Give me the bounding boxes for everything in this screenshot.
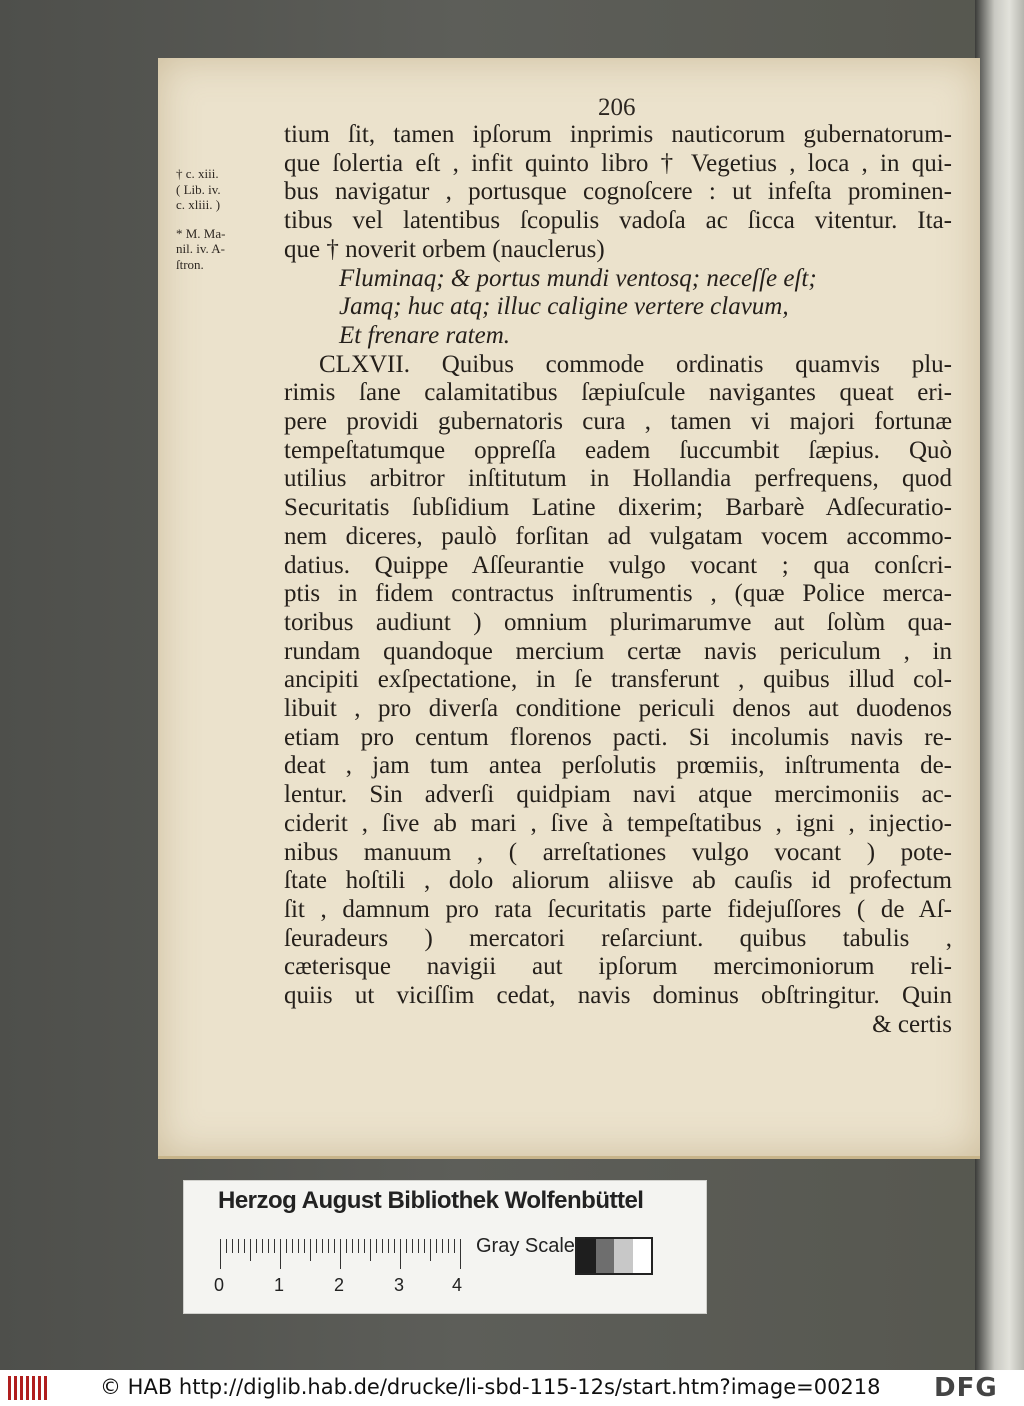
ruler-tick [232,1239,233,1253]
ruler-tick [442,1239,443,1253]
catchword: & certis [872,1010,952,1038]
ruler-tick [448,1239,449,1253]
verse-line: Jamq; huc atq; illuc caligine vertere clavum, [339,293,789,321]
ruler-tick [400,1239,401,1269]
ruler-tick [256,1239,257,1253]
text-line: tium ſit, tamen ipſorum inprimis nauticorum gubernatorum- [284,121,952,148]
ruler-tick [418,1239,419,1253]
ruler-tick [412,1239,413,1253]
ruler-number: 3 [394,1275,405,1295]
ruler-tick [370,1239,371,1261]
ruler-tick [388,1239,389,1253]
text-line: CLXVII. Quibus commode ordinatis quamvis plu- [319,350,952,378]
ruler-tick [436,1239,437,1253]
text-line: deat , jam tum antea perſolutis prœmiis, inſtrumenta de- [284,752,952,780]
ruler-tick [298,1239,299,1253]
gray-scale-swatches [575,1237,653,1275]
text-line: quiis ut viciſſim cedat, navis dominus obſtringitur. Quin [284,982,952,1010]
text-line: ptis in fidem contractus inſtrumentis , (quæ Police merca- [284,580,952,608]
hab-logo-icon [8,1376,48,1400]
ruler-tick [406,1239,407,1253]
ruler-tick [328,1239,329,1253]
verse-line: Et frenare ratem. [339,321,511,349]
ruler-tick [280,1239,281,1269]
ruler-tick [322,1239,323,1253]
ruler-tick [316,1239,317,1253]
ruler-tick [262,1239,263,1253]
text-line: rundam quandoque mercium certæ navis periculum , in [284,637,952,665]
text-line: rimis ſane calamitatibus ſæpiuſcule navigantes queat eri- [284,379,952,407]
text-line: ſit , damnum pro rata ſecuritatis parte fidejuſſores ( de Aſ- [284,895,952,923]
text-line: nibus manuum , ( arreſtationes vulgo vocant ) pote- [284,838,952,866]
ruler-tick [430,1239,431,1261]
ruler-tick [382,1239,383,1253]
ruler-tick [274,1239,275,1253]
text-line: ſeuradeurs ) mercatori reſarciunt. quibus tabulis , [284,924,952,952]
ruler-number: 2 [334,1275,345,1295]
book-page [158,58,980,1159]
color-scale-card [183,1180,707,1314]
library-title: Herzog August Bibliothek Wolfenbüttel [218,1187,644,1214]
text-line: que † noverit orbem (nauclerus) [284,235,605,263]
text-line: datius. Quippe Aſſeurantie vulgo vocant ; qua conſcri- [284,551,952,579]
ruler-tick [310,1239,311,1261]
verse-line: Fluminaq; & portus mundi ventosq; neceſſe eſt; [339,264,817,292]
text-line: que ſolertia eſt , infit quinto libro † Vegetius , loca , in qui- [284,149,952,177]
text-line: toribus audiunt ) omnium plurimarumve aut ſolùm qua- [284,608,952,636]
ruler-tick [286,1239,287,1253]
text-line: ancipiti exſpectatione, in ſe transferunt , quibus illud col- [284,666,952,694]
ruler-tick [424,1239,425,1253]
ruler-tick [358,1239,359,1253]
footer-url[interactable]: © HAB http://diglib.hab.de/drucke/li-sbd-115-12s/start.htm?image=00218 [100,1375,881,1399]
ruler-number: 4 [452,1275,463,1295]
margin-note: ( Lib. iv. [176,181,221,197]
ruler-tick [454,1239,455,1253]
text-line: cæterisque navigii aut ipſorum mercimoniorum reli- [284,953,952,981]
ruler-tick [304,1239,305,1253]
gray-swatch [596,1239,615,1273]
text-line: libuit , pro diverſa conditione periculi denos aut duodenos [284,695,952,723]
ruler-tick [460,1239,461,1269]
ruler-tick [226,1239,227,1253]
text-line: tempeſtatumque oppreſſa eadem ſuccumbit ſæpius. Quò [284,436,952,464]
gray-swatch [577,1239,596,1273]
text-line: ciderit , ſive ab mari , ſive à tempeſtatibus , igni , injectio- [284,809,952,837]
ruler-tick [238,1239,239,1253]
margin-note: c. xliii. ) [176,197,221,212]
margin-note: ſtron. [176,256,204,272]
ruler-tick [352,1239,353,1253]
margin-note: nil. iv. A- [176,241,225,256]
text-line: pere providi gubernatoris cura , tamen vi majori fortunæ [284,408,952,436]
ruler-tick [268,1239,269,1253]
gray-swatch [614,1239,633,1273]
ruler-tick [394,1239,395,1253]
text-line: tibus vel latentibus ſcopulis vadoſa ac ſicca vitentur. Ita- [284,207,952,235]
footer-bar [0,1370,1024,1406]
margin-note: * M. Ma- [176,225,226,241]
dfg-logo: DFG [934,1373,998,1403]
ruler-tick [340,1239,341,1269]
page-number: 206 [598,94,636,121]
page-text [284,121,952,1040]
ruler-tick [364,1239,365,1253]
gray-scale-label: Gray Scale [476,1235,575,1257]
text-line: bus navigatur , portusque cognoſcere : ut infeſta prominen- [284,178,952,206]
ruler [220,1239,460,1269]
ruler-tick [292,1239,293,1253]
text-line: ſtate hoſtili , dolo aliorum aliisve ab cauſis id profectum [284,867,952,895]
text-line: utilius arbitror inſtitutum in Hollandia perfrequens, quod [284,465,952,493]
ruler-tick [244,1239,245,1253]
margin-note: † c. xiii. [176,166,219,181]
text-line: lentur. Sin adverſi quidpiam navi atque mercimoniis ac- [284,781,952,809]
text-line: etiam pro centum florenos pacti. Si incolumis navis re- [284,723,952,751]
ruler-tick [376,1239,377,1253]
ruler-tick [250,1239,251,1261]
margin-notes [176,166,266,285]
text-line: nem diceres, paulò forſitan ad vulgatam vocem accommo- [284,522,952,550]
text-line: Securitatis ſubſidium Latine dixerim; Barbarè Adſecuratio- [284,494,952,522]
ruler-tick [346,1239,347,1253]
ruler-number: 0 [214,1275,225,1295]
ruler-number: 1 [274,1275,285,1295]
gray-swatch [633,1239,652,1273]
adjacent-page-edge [975,0,1024,1370]
ruler-tick [334,1239,335,1253]
ruler-tick [220,1239,221,1269]
